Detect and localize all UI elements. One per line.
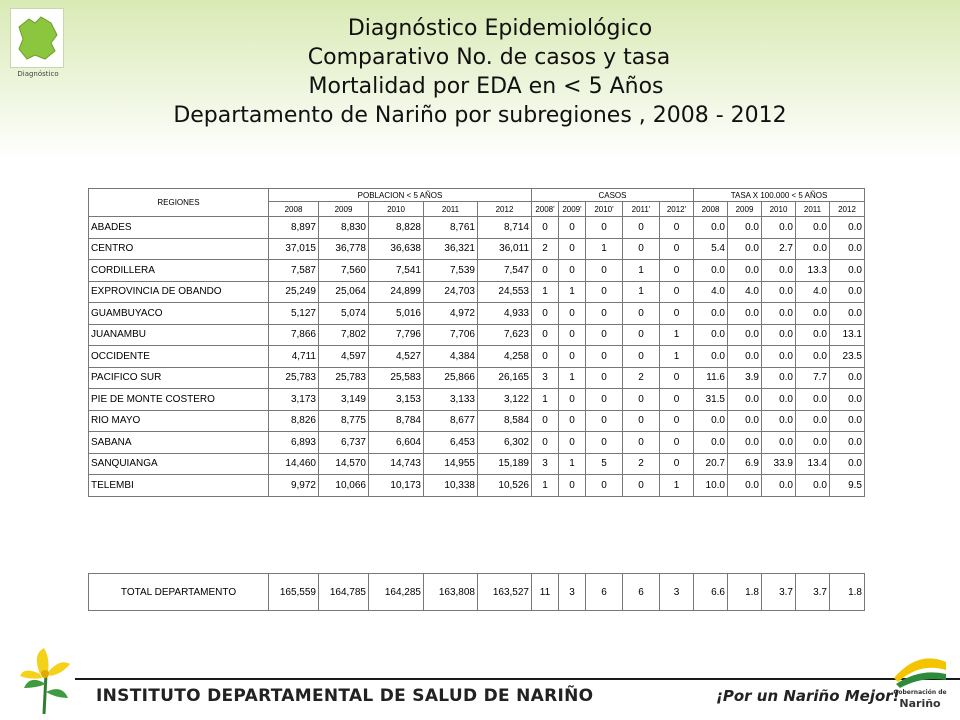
population-cell: 6,893 — [269, 432, 319, 454]
cases-cell: 0 — [559, 389, 586, 411]
cases-cell: 0 — [586, 281, 623, 303]
population-cell: 5,016 — [369, 303, 424, 325]
region-name: RIO MAYO — [89, 410, 269, 432]
rate-cell: 7.7 — [796, 367, 830, 389]
cases-cell: 0 — [660, 260, 694, 282]
rate-cell: 0.0 — [694, 410, 728, 432]
population-cell: 25,249 — [269, 281, 319, 303]
population-cell: 4,597 — [319, 346, 369, 368]
cases-cell: 1 — [532, 281, 559, 303]
cases-cell: 0 — [586, 367, 623, 389]
rate-cell: 0.0 — [762, 389, 796, 411]
header-casos: CASOS — [532, 189, 694, 202]
population-cell: 7,547 — [478, 260, 532, 282]
population-cell: 8,897 — [269, 217, 319, 239]
cases-cell: 0 — [623, 238, 660, 260]
population-cell: 24,553 — [478, 281, 532, 303]
region-name: SANQUIANGA — [89, 453, 269, 475]
population-cell: 8,830 — [319, 217, 369, 239]
rate-cell: 0.0 — [762, 281, 796, 303]
population-cell: 8,784 — [369, 410, 424, 432]
cases-cell: 0 — [623, 410, 660, 432]
rate-cell: 0.0 — [830, 389, 865, 411]
cases-cell: 0 — [559, 238, 586, 260]
rate-cell: 0.0 — [762, 475, 796, 497]
rate-cell: 1.8 — [830, 574, 865, 611]
logo-caption: Diagnóstico — [17, 70, 59, 78]
cases-cell: 1 — [559, 453, 586, 475]
rate-cell: 0.0 — [796, 475, 830, 497]
rate-cell: 9.5 — [830, 475, 865, 497]
cases-cell: 2 — [623, 453, 660, 475]
cases-cell: 0 — [532, 410, 559, 432]
cases-cell: 6 — [586, 574, 623, 611]
population-cell: 5,127 — [269, 303, 319, 325]
title-line-3: Mortalidad por EDA en < 5 Años — [308, 74, 664, 99]
population-cell: 25,064 — [319, 281, 369, 303]
rate-cell: 0.0 — [796, 303, 830, 325]
rate-cell: 6.9 — [728, 453, 762, 475]
cases-cell: 1 — [532, 475, 559, 497]
title-line-2: Comparativo No. de casos y tasa — [307, 45, 671, 70]
rate-cell: 3.7 — [796, 574, 830, 611]
footer-slogan: ¡Por un Nariño Mejor! — [716, 687, 900, 705]
rate-cell: 11.6 — [694, 367, 728, 389]
cases-cell: 0 — [586, 432, 623, 454]
cases-cell: 0 — [660, 217, 694, 239]
cases-cell: 0 — [559, 432, 586, 454]
population-cell: 6,737 — [319, 432, 369, 454]
population-cell: 10,338 — [424, 475, 478, 497]
population-cell: 7,539 — [424, 260, 478, 282]
population-cell: 25,783 — [269, 367, 319, 389]
cases-cell: 3 — [660, 574, 694, 611]
rate-cell: 0.0 — [762, 410, 796, 432]
population-cell: 3,149 — [319, 389, 369, 411]
table-row — [89, 410, 865, 432]
region-name: TELEMBI — [89, 475, 269, 497]
population-cell: 7,587 — [269, 260, 319, 282]
population-cell: 36,638 — [369, 238, 424, 260]
rate-cell: 0.0 — [728, 324, 762, 346]
rate-cell: 0.0 — [728, 238, 762, 260]
cases-cell: 0 — [660, 453, 694, 475]
cases-cell: 0 — [532, 260, 559, 282]
rate-cell: 4.0 — [694, 281, 728, 303]
population-cell: 8,775 — [319, 410, 369, 432]
cases-cell: 0 — [660, 303, 694, 325]
cases-cell: 0 — [532, 346, 559, 368]
gob-line-2: Nariño — [899, 697, 941, 710]
rate-cell: 0.0 — [796, 238, 830, 260]
population-cell: 8,714 — [478, 217, 532, 239]
population-cell: 8,677 — [424, 410, 478, 432]
header-pop-year: 2011 — [424, 202, 478, 217]
cases-cell: 0 — [623, 475, 660, 497]
cases-cell: 0 — [660, 367, 694, 389]
rate-cell: 31.5 — [694, 389, 728, 411]
cases-cell: 3 — [532, 367, 559, 389]
population-cell: 8,828 — [369, 217, 424, 239]
cases-cell: 0 — [660, 410, 694, 432]
rate-cell: 0.0 — [762, 324, 796, 346]
cases-cell: 0 — [532, 324, 559, 346]
population-cell: 4,384 — [424, 346, 478, 368]
cases-cell: 0 — [623, 324, 660, 346]
rate-cell: 0.0 — [830, 410, 865, 432]
rate-cell: 0.0 — [728, 432, 762, 454]
population-cell: 3,153 — [369, 389, 424, 411]
rate-cell: 33.9 — [762, 453, 796, 475]
table-row — [89, 475, 865, 497]
rate-cell: 10.0 — [694, 475, 728, 497]
population-cell: 6,604 — [369, 432, 424, 454]
cases-cell: 1 — [660, 324, 694, 346]
population-cell: 8,584 — [478, 410, 532, 432]
population-cell: 6,453 — [424, 432, 478, 454]
population-cell: 7,706 — [424, 324, 478, 346]
table-row — [89, 346, 865, 368]
rate-cell: 0.0 — [796, 324, 830, 346]
table-row — [89, 453, 865, 475]
cases-cell: 0 — [559, 217, 586, 239]
cases-cell: 1 — [559, 281, 586, 303]
population-cell: 8,761 — [424, 217, 478, 239]
rate-cell: 0.0 — [796, 410, 830, 432]
cases-cell: 0 — [586, 260, 623, 282]
cases-cell: 1 — [623, 281, 660, 303]
rate-cell: 0.0 — [728, 410, 762, 432]
table-row — [89, 432, 865, 454]
region-name: OCCIDENTE — [89, 346, 269, 368]
cases-cell: 0 — [586, 217, 623, 239]
header-rate-year: 2011 — [796, 202, 830, 217]
total-table — [88, 573, 865, 611]
region-name: CENTRO — [89, 238, 269, 260]
header-regiones: REGIONES — [89, 189, 269, 217]
population-cell: 7,541 — [369, 260, 424, 282]
population-cell: 10,173 — [369, 475, 424, 497]
cases-cell: 0 — [559, 260, 586, 282]
cases-cell: 0 — [660, 238, 694, 260]
cases-cell: 0 — [586, 410, 623, 432]
population-cell: 164,785 — [319, 574, 369, 611]
header-case-year: 2010' — [586, 202, 623, 217]
rate-cell: 4.0 — [728, 281, 762, 303]
cases-cell: 6 — [623, 574, 660, 611]
population-cell: 25,783 — [319, 367, 369, 389]
rate-cell: 0.0 — [830, 238, 865, 260]
rate-cell: 3.7 — [762, 574, 796, 611]
title-line-4: Departamento de Nariño por subregiones , 2008 - 2012 — [173, 103, 787, 128]
header-tasa: TASA X 100.000 < 5 AÑOS — [694, 189, 865, 202]
population-cell: 3,173 — [269, 389, 319, 411]
population-cell: 7,802 — [319, 324, 369, 346]
cases-cell: 11 — [532, 574, 559, 611]
rate-cell: 0.0 — [694, 324, 728, 346]
table-row — [89, 238, 865, 260]
population-cell: 165,559 — [269, 574, 319, 611]
cases-cell: 0 — [623, 389, 660, 411]
flower-logo-icon — [10, 644, 80, 716]
rate-cell: 13.1 — [830, 324, 865, 346]
population-cell: 4,258 — [478, 346, 532, 368]
cases-cell: 0 — [586, 324, 623, 346]
rate-cell: 0.0 — [830, 453, 865, 475]
rate-cell: 13.3 — [796, 260, 830, 282]
rate-cell: 0.0 — [762, 346, 796, 368]
population-cell: 4,933 — [478, 303, 532, 325]
population-cell: 10,526 — [478, 475, 532, 497]
population-cell: 25,866 — [424, 367, 478, 389]
table-row — [89, 324, 865, 346]
rate-cell: 0.0 — [762, 217, 796, 239]
header-poblacion: POBLACION < 5 AÑOS — [269, 189, 532, 202]
rate-cell: 0.0 — [830, 281, 865, 303]
table-row — [89, 281, 865, 303]
population-cell: 8,826 — [269, 410, 319, 432]
population-cell: 6,302 — [478, 432, 532, 454]
population-cell: 4,711 — [269, 346, 319, 368]
cases-cell: 1 — [660, 475, 694, 497]
gobernacion-text — [888, 688, 952, 710]
header-rate-year: 2012 — [830, 202, 865, 217]
cases-cell: 0 — [559, 324, 586, 346]
footer-institution: INSTITUTO DEPARTAMENTAL DE SALUD DE NARIÑO — [96, 686, 594, 706]
cases-cell: 0 — [586, 389, 623, 411]
rate-cell: 0.0 — [728, 389, 762, 411]
cases-cell: 2 — [532, 238, 559, 260]
cases-cell: 1 — [559, 367, 586, 389]
rate-cell: 23.5 — [830, 346, 865, 368]
rate-cell: 0.0 — [762, 303, 796, 325]
rate-cell: 13.4 — [796, 453, 830, 475]
rate-cell: 0.0 — [830, 260, 865, 282]
population-cell: 36,321 — [424, 238, 478, 260]
rate-cell: 4.0 — [796, 281, 830, 303]
population-cell: 4,972 — [424, 303, 478, 325]
rate-cell: 0.0 — [830, 217, 865, 239]
cases-cell: 5 — [586, 453, 623, 475]
rate-cell: 0.0 — [762, 260, 796, 282]
region-name: SABANA — [89, 432, 269, 454]
header-case-year: 2012' — [660, 202, 694, 217]
cases-cell: 0 — [559, 303, 586, 325]
header-case-year: 2011' — [623, 202, 660, 217]
rate-cell: 0.0 — [796, 432, 830, 454]
population-cell: 4,527 — [369, 346, 424, 368]
cases-cell: 1 — [532, 389, 559, 411]
rate-cell: 0.0 — [728, 217, 762, 239]
region-name: GUAMBUYACO — [89, 303, 269, 325]
population-cell: 163,808 — [424, 574, 478, 611]
cases-cell: 0 — [559, 410, 586, 432]
rate-cell: 3.9 — [728, 367, 762, 389]
header-pop-year: 2010 — [369, 202, 424, 217]
cases-cell: 0 — [623, 346, 660, 368]
table-row — [89, 217, 865, 239]
cases-cell: 0 — [532, 303, 559, 325]
header-pop-year: 2009 — [319, 202, 369, 217]
total-label: TOTAL DEPARTAMENTO — [89, 574, 269, 611]
cases-cell: 0 — [586, 303, 623, 325]
population-cell: 10,066 — [319, 475, 369, 497]
rate-cell: 0.0 — [694, 303, 728, 325]
header-case-year: 2009' — [559, 202, 586, 217]
rate-cell: 0.0 — [830, 303, 865, 325]
rate-cell: 0.0 — [694, 432, 728, 454]
population-cell: 7,623 — [478, 324, 532, 346]
rate-cell: 0.0 — [728, 346, 762, 368]
rate-cell: 5.4 — [694, 238, 728, 260]
population-cell: 14,743 — [369, 453, 424, 475]
total-row — [89, 574, 865, 611]
rate-cell: 0.0 — [830, 367, 865, 389]
header-rate-year: 2009 — [728, 202, 762, 217]
table-row — [89, 389, 865, 411]
population-cell: 164,285 — [369, 574, 424, 611]
header-pop-year: 2008 — [269, 202, 319, 217]
cases-cell: 3 — [559, 574, 586, 611]
population-cell: 3,133 — [424, 389, 478, 411]
cases-cell: 1 — [586, 238, 623, 260]
rate-cell: 1.8 — [728, 574, 762, 611]
table-row — [89, 367, 865, 389]
region-name: PIE DE MONTE COSTERO — [89, 389, 269, 411]
population-cell: 3,122 — [478, 389, 532, 411]
rate-cell: 0.0 — [796, 217, 830, 239]
region-name: CORDILLERA — [89, 260, 269, 282]
cases-cell: 0 — [532, 432, 559, 454]
cases-cell: 0 — [532, 217, 559, 239]
table-row — [89, 260, 865, 282]
cases-cell: 0 — [660, 389, 694, 411]
population-cell: 7,560 — [319, 260, 369, 282]
rate-cell: 0.0 — [694, 217, 728, 239]
region-name: JUANAMBU — [89, 324, 269, 346]
population-cell: 9,972 — [269, 475, 319, 497]
cases-cell: 0 — [623, 432, 660, 454]
population-cell: 36,778 — [319, 238, 369, 260]
rate-cell: 0.0 — [796, 346, 830, 368]
header-rate-year: 2010 — [762, 202, 796, 217]
rate-cell: 0.0 — [694, 346, 728, 368]
footer-divider — [75, 678, 960, 680]
rate-cell: 0.0 — [762, 432, 796, 454]
region-name: PACIFICO SUR — [89, 367, 269, 389]
rate-cell: 0.0 — [796, 389, 830, 411]
cases-cell: 0 — [660, 281, 694, 303]
rate-cell: 0.0 — [830, 432, 865, 454]
population-cell: 5,074 — [319, 303, 369, 325]
cases-cell: 1 — [623, 260, 660, 282]
population-cell: 24,899 — [369, 281, 424, 303]
population-cell: 14,570 — [319, 453, 369, 475]
cases-cell: 0 — [586, 475, 623, 497]
population-cell: 37,015 — [269, 238, 319, 260]
header-pop-year: 2012 — [478, 202, 532, 217]
cases-cell: 2 — [623, 367, 660, 389]
rate-cell: 6.6 — [694, 574, 728, 611]
cases-cell: 0 — [623, 303, 660, 325]
rate-cell: 0.0 — [694, 260, 728, 282]
cases-cell: 0 — [559, 475, 586, 497]
header-rate-year: 2008 — [694, 202, 728, 217]
region-name: ABADES — [89, 217, 269, 239]
title-line-1: Diagnóstico Epidemiológico — [347, 16, 653, 41]
cases-cell: 0 — [623, 217, 660, 239]
rate-cell: 2.7 — [762, 238, 796, 260]
cases-cell: 0 — [586, 346, 623, 368]
population-cell: 25,583 — [369, 367, 424, 389]
cases-cell: 0 — [559, 346, 586, 368]
cases-cell: 3 — [532, 453, 559, 475]
population-cell: 14,460 — [269, 453, 319, 475]
rate-cell: 0.0 — [728, 260, 762, 282]
population-cell: 7,866 — [269, 324, 319, 346]
population-cell: 14,955 — [424, 453, 478, 475]
population-cell: 163,527 — [478, 574, 532, 611]
cases-cell: 1 — [660, 346, 694, 368]
rate-cell: 0.0 — [728, 303, 762, 325]
cases-cell: 0 — [660, 432, 694, 454]
header-case-year: 2008' — [532, 202, 559, 217]
population-cell: 15,189 — [478, 453, 532, 475]
region-name: EXPROVINCIA DE OBANDO — [89, 281, 269, 303]
table-row — [89, 303, 865, 325]
page-title — [0, 14, 960, 130]
population-cell: 7,796 — [369, 324, 424, 346]
gob-line-1: Gobernación de — [893, 689, 947, 696]
population-cell: 24,703 — [424, 281, 478, 303]
rate-cell: 20.7 — [694, 453, 728, 475]
population-cell: 36,011 — [478, 238, 532, 260]
rate-cell: 0.0 — [762, 367, 796, 389]
data-table — [88, 188, 865, 497]
rate-cell: 0.0 — [728, 475, 762, 497]
population-cell: 26,165 — [478, 367, 532, 389]
